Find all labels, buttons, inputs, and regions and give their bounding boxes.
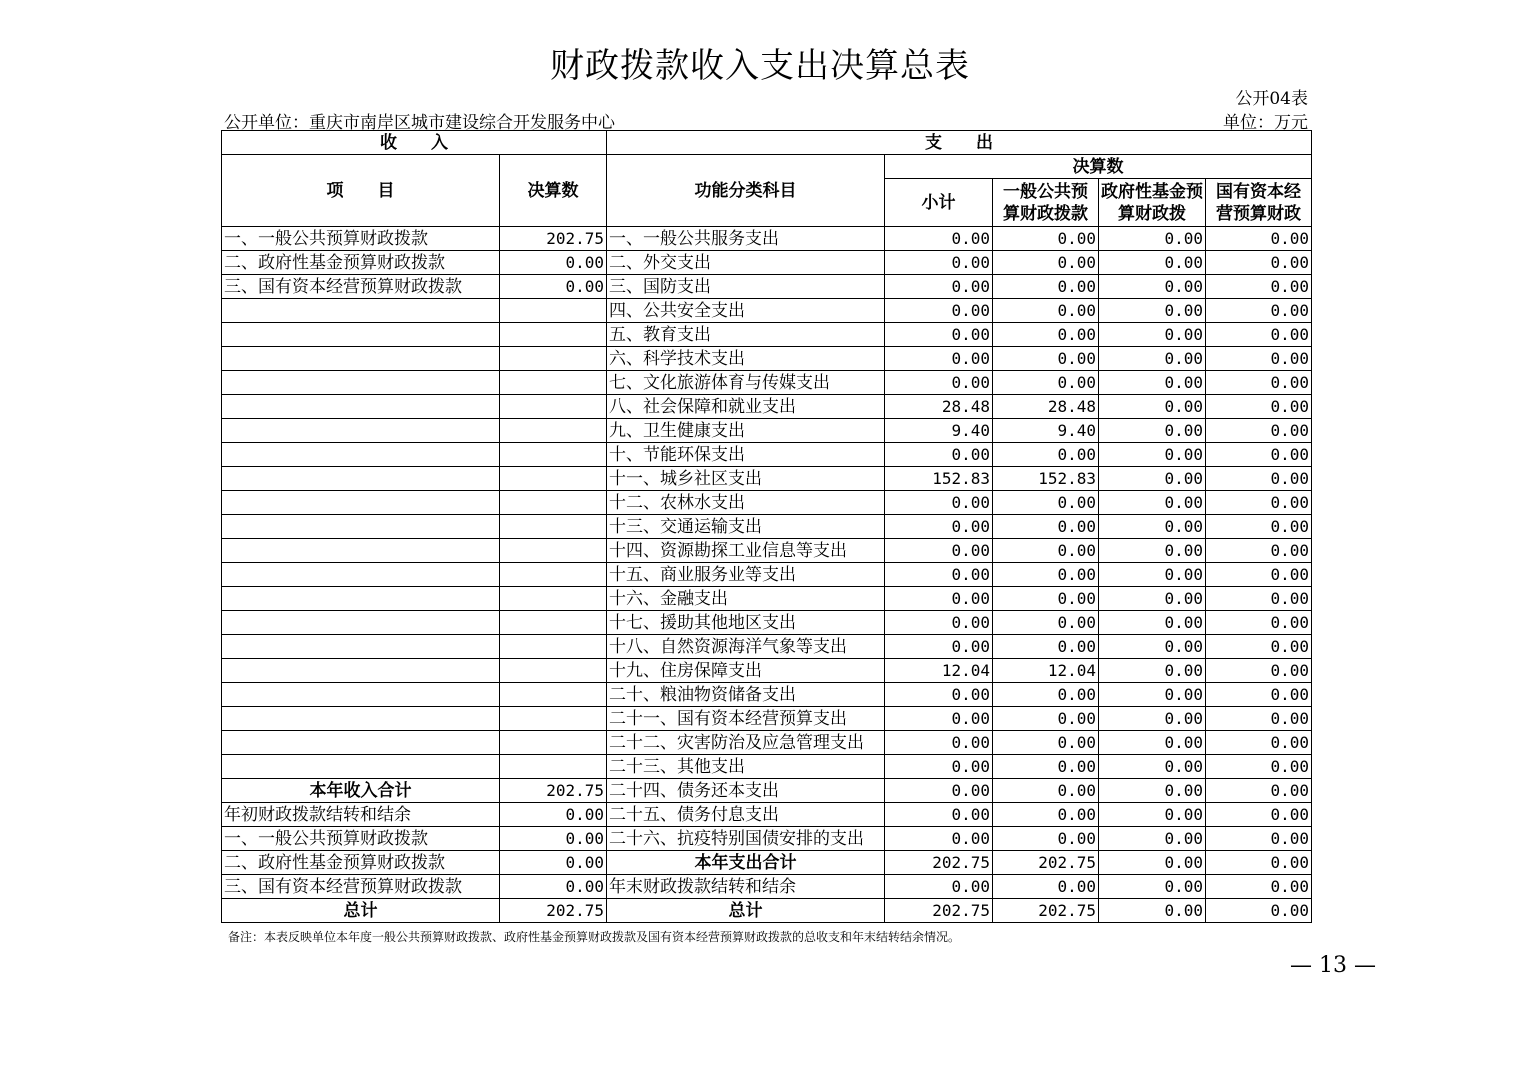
expense-category-cell: 总计 xyxy=(607,899,885,923)
state-capital-cell: 0.00 xyxy=(1206,323,1312,347)
table-row xyxy=(222,467,1312,491)
income-amount-cell: 0.00 xyxy=(500,827,607,851)
state-capital-cell: 0.00 xyxy=(1206,587,1312,611)
income-amount-cell xyxy=(500,323,607,347)
state-capital-cell: 0.00 xyxy=(1206,491,1312,515)
subtotal-cell: 28.48 xyxy=(885,395,993,419)
income-amount-cell xyxy=(500,467,607,491)
income-item-cell xyxy=(222,491,500,515)
subtotal-cell: 0.00 xyxy=(885,515,993,539)
income-item-cell: 年初财政拨款结转和结余 xyxy=(222,803,500,827)
income-header: 收 入 xyxy=(222,131,607,155)
income-item-cell xyxy=(222,419,500,443)
income-item-cell xyxy=(222,707,500,731)
general-budget-header: 一般公共预算财政拨款 xyxy=(993,179,1099,227)
subtotal-cell: 0.00 xyxy=(885,731,993,755)
table-row xyxy=(222,491,1312,515)
fund-budget-cell: 0.00 xyxy=(1099,683,1206,707)
subtotal-cell: 0.00 xyxy=(885,587,993,611)
expense-category-cell: 十八、自然资源海洋气象等支出 xyxy=(607,635,885,659)
income-amount-cell xyxy=(500,395,607,419)
fund-budget-cell: 0.00 xyxy=(1099,899,1206,923)
income-item-cell xyxy=(222,347,500,371)
fund-budget-cell: 0.00 xyxy=(1099,611,1206,635)
expense-category-cell: 本年支出合计 xyxy=(607,851,885,875)
general-budget-cell: 0.00 xyxy=(993,683,1099,707)
expense-category-cell: 二十、粮油物资储备支出 xyxy=(607,683,885,707)
fund-budget-cell: 0.00 xyxy=(1099,851,1206,875)
income-item-cell xyxy=(222,299,500,323)
income-item-cell xyxy=(222,755,500,779)
income-amount-cell: 0.00 xyxy=(500,251,607,275)
income-amount-cell: 202.75 xyxy=(500,227,607,251)
state-capital-cell: 0.00 xyxy=(1206,467,1312,491)
state-capital-cell: 0.00 xyxy=(1206,755,1312,779)
fund-budget-cell: 0.00 xyxy=(1099,347,1206,371)
income-amount-cell xyxy=(500,587,607,611)
subtotal-cell: 0.00 xyxy=(885,827,993,851)
subtotal-cell: 0.00 xyxy=(885,347,993,371)
reporting-unit: 公开单位：重庆市南岸区城市建设综合开发服务中心 xyxy=(224,113,615,133)
income-item-cell xyxy=(222,611,500,635)
state-capital-cell: 0.00 xyxy=(1206,659,1312,683)
income-item-cell: 三、国有资本经营预算财政拨款 xyxy=(222,875,500,899)
footnote: 备注：本表反映单位本年度一般公共预算财政拨款、政府性基金预算财政拨款及国有资本经营预算财政拨款的总收支和年末结转结余情况。 xyxy=(228,930,961,944)
state-capital-cell: 0.00 xyxy=(1206,563,1312,587)
general-budget-cell: 202.75 xyxy=(993,899,1099,923)
income-amount-cell xyxy=(500,755,607,779)
fund-budget-cell: 0.00 xyxy=(1099,875,1206,899)
general-budget-cell: 28.48 xyxy=(993,395,1099,419)
state-capital-cell: 0.00 xyxy=(1206,347,1312,371)
income-item-cell xyxy=(222,539,500,563)
table-row xyxy=(222,635,1312,659)
income-amount-cell: 0.00 xyxy=(500,275,607,299)
state-capital-cell: 0.00 xyxy=(1206,275,1312,299)
general-budget-cell: 0.00 xyxy=(993,731,1099,755)
general-budget-cell: 9.40 xyxy=(993,419,1099,443)
fund-budget-cell: 0.00 xyxy=(1099,707,1206,731)
income-amount-cell xyxy=(500,635,607,659)
state-capital-cell: 0.00 xyxy=(1206,707,1312,731)
expense-category-cell: 十三、交通运输支出 xyxy=(607,515,885,539)
table-row xyxy=(222,779,1312,803)
subtotal-cell: 202.75 xyxy=(885,851,993,875)
expense-category-cell: 六、科学技术支出 xyxy=(607,347,885,371)
income-item-cell xyxy=(222,395,500,419)
table-row xyxy=(222,755,1312,779)
income-amount-header: 决算数 xyxy=(500,155,607,227)
general-budget-cell: 0.00 xyxy=(993,779,1099,803)
income-amount-cell xyxy=(500,659,607,683)
state-capital-cell: 0.00 xyxy=(1206,299,1312,323)
general-budget-cell: 0.00 xyxy=(993,515,1099,539)
table-row xyxy=(222,419,1312,443)
state-capital-cell: 0.00 xyxy=(1206,251,1312,275)
general-budget-cell: 0.00 xyxy=(993,803,1099,827)
income-amount-cell xyxy=(500,299,607,323)
income-item-cell xyxy=(222,323,500,347)
fund-budget-cell: 0.00 xyxy=(1099,803,1206,827)
page-number: — 13 — xyxy=(1290,953,1376,978)
income-item-cell: 一、一般公共预算财政拨款 xyxy=(222,227,500,251)
general-budget-cell: 0.00 xyxy=(993,347,1099,371)
subtotal-cell: 0.00 xyxy=(885,635,993,659)
general-budget-cell: 0.00 xyxy=(993,635,1099,659)
income-amount-cell xyxy=(500,539,607,563)
fund-budget-header: 政府性基金预算财政拨 xyxy=(1099,179,1206,227)
income-amount-cell xyxy=(500,683,607,707)
expense-category-cell: 二十三、其他支出 xyxy=(607,755,885,779)
income-item-cell: 二、政府性基金预算财政拨款 xyxy=(222,251,500,275)
state-capital-cell: 0.00 xyxy=(1206,803,1312,827)
income-amount-cell: 202.75 xyxy=(500,899,607,923)
fund-budget-cell: 0.00 xyxy=(1099,251,1206,275)
expense-category-cell: 十二、农林水支出 xyxy=(607,491,885,515)
income-item-cell xyxy=(222,587,500,611)
table-row xyxy=(222,539,1312,563)
subtotal-cell: 0.00 xyxy=(885,755,993,779)
income-amount-cell: 0.00 xyxy=(500,851,607,875)
expense-category-cell: 十五、商业服务业等支出 xyxy=(607,563,885,587)
income-item-cell xyxy=(222,467,500,491)
general-budget-cell: 0.00 xyxy=(993,299,1099,323)
expense-category-cell: 二十四、债务还本支出 xyxy=(607,779,885,803)
general-budget-cell: 0.00 xyxy=(993,611,1099,635)
income-amount-cell xyxy=(500,515,607,539)
state-capital-header: 国有资本经营预算财政 xyxy=(1206,179,1312,227)
general-budget-cell: 0.00 xyxy=(993,275,1099,299)
subtotal-cell: 0.00 xyxy=(885,803,993,827)
general-budget-cell: 0.00 xyxy=(993,371,1099,395)
income-item-cell xyxy=(222,443,500,467)
state-capital-cell: 0.00 xyxy=(1206,611,1312,635)
table-row xyxy=(222,827,1312,851)
subtotal-cell: 0.00 xyxy=(885,875,993,899)
income-amount-cell xyxy=(500,419,607,443)
state-capital-cell: 0.00 xyxy=(1206,419,1312,443)
fund-budget-cell: 0.00 xyxy=(1099,755,1206,779)
expense-category-cell: 十四、资源勘探工业信息等支出 xyxy=(607,539,885,563)
state-capital-cell: 0.00 xyxy=(1206,851,1312,875)
expense-category-cell: 二十五、债务付息支出 xyxy=(607,803,885,827)
table-row xyxy=(222,515,1312,539)
income-item-cell: 三、国有资本经营预算财政拨款 xyxy=(222,275,500,299)
table-row xyxy=(222,563,1312,587)
income-amount-cell xyxy=(500,563,607,587)
fund-budget-cell: 0.00 xyxy=(1099,323,1206,347)
fund-budget-cell: 0.00 xyxy=(1099,227,1206,251)
table-row xyxy=(222,707,1312,731)
financial-table xyxy=(221,130,1312,923)
general-budget-cell: 12.04 xyxy=(993,659,1099,683)
expense-category-cell: 年末财政拨款结转和结余 xyxy=(607,875,885,899)
income-item-cell xyxy=(222,563,500,587)
subtotal-cell: 0.00 xyxy=(885,443,993,467)
expense-category-cell: 一、一般公共服务支出 xyxy=(607,227,885,251)
state-capital-cell: 0.00 xyxy=(1206,371,1312,395)
income-item-cell: 总计 xyxy=(222,899,500,923)
expense-category-cell: 七、文化旅游体育与传媒支出 xyxy=(607,371,885,395)
state-capital-cell: 0.00 xyxy=(1206,395,1312,419)
income-amount-cell xyxy=(500,371,607,395)
fund-budget-cell: 0.00 xyxy=(1099,827,1206,851)
form-code: 公开04表 xyxy=(1235,89,1308,109)
fund-budget-cell: 0.00 xyxy=(1099,275,1206,299)
expense-amount-group-header: 决算数 xyxy=(885,155,1312,179)
income-item-cell: 本年收入合计 xyxy=(222,779,500,803)
page-title: 财政拨款收入支出决算总表 xyxy=(550,46,970,86)
fund-budget-cell: 0.00 xyxy=(1099,395,1206,419)
expense-category-cell: 八、社会保障和就业支出 xyxy=(607,395,885,419)
subtotal-cell: 0.00 xyxy=(885,227,993,251)
general-budget-cell: 0.00 xyxy=(993,539,1099,563)
subtotal-cell: 152.83 xyxy=(885,467,993,491)
fund-budget-cell: 0.00 xyxy=(1099,539,1206,563)
general-budget-cell: 0.00 xyxy=(993,563,1099,587)
fund-budget-cell: 0.00 xyxy=(1099,515,1206,539)
expense-category-cell: 二、外交支出 xyxy=(607,251,885,275)
subtotal-cell: 9.40 xyxy=(885,419,993,443)
subtotal-cell: 0.00 xyxy=(885,539,993,563)
general-budget-cell: 202.75 xyxy=(993,851,1099,875)
expense-category-cell: 十、节能环保支出 xyxy=(607,443,885,467)
subtotal-cell: 0.00 xyxy=(885,683,993,707)
table-row xyxy=(222,347,1312,371)
fund-budget-cell: 0.00 xyxy=(1099,563,1206,587)
state-capital-cell: 0.00 xyxy=(1206,515,1312,539)
table-row xyxy=(222,251,1312,275)
table-row xyxy=(222,443,1312,467)
subtotal-cell: 0.00 xyxy=(885,611,993,635)
general-budget-cell: 0.00 xyxy=(993,587,1099,611)
expense-category-cell: 十七、援助其他地区支出 xyxy=(607,611,885,635)
state-capital-cell: 0.00 xyxy=(1206,875,1312,899)
state-capital-cell: 0.00 xyxy=(1206,683,1312,707)
income-amount-cell xyxy=(500,731,607,755)
state-capital-cell: 0.00 xyxy=(1206,443,1312,467)
table-row xyxy=(222,803,1312,827)
state-capital-cell: 0.00 xyxy=(1206,779,1312,803)
general-budget-cell: 0.00 xyxy=(993,875,1099,899)
fund-budget-cell: 0.00 xyxy=(1099,467,1206,491)
expense-category-cell: 二十二、灾害防治及应急管理支出 xyxy=(607,731,885,755)
category-header: 功能分类科目 xyxy=(607,155,885,227)
currency-unit: 单位：万元 xyxy=(1223,113,1308,133)
table-row xyxy=(222,227,1312,251)
subtotal-header: 小计 xyxy=(885,179,993,227)
income-amount-cell xyxy=(500,611,607,635)
income-amount-cell xyxy=(500,707,607,731)
general-budget-cell: 0.00 xyxy=(993,443,1099,467)
income-item-cell: 二、政府性基金预算财政拨款 xyxy=(222,851,500,875)
income-amount-cell xyxy=(500,443,607,467)
table-row xyxy=(222,875,1312,899)
income-amount-cell: 0.00 xyxy=(500,803,607,827)
fund-budget-cell: 0.00 xyxy=(1099,491,1206,515)
expense-category-cell: 十九、住房保障支出 xyxy=(607,659,885,683)
table-row xyxy=(222,659,1312,683)
income-amount-cell: 0.00 xyxy=(500,875,607,899)
expense-category-cell: 五、教育支出 xyxy=(607,323,885,347)
state-capital-cell: 0.00 xyxy=(1206,899,1312,923)
subtotal-cell: 0.00 xyxy=(885,251,993,275)
income-amount-cell xyxy=(500,347,607,371)
subtotal-cell: 12.04 xyxy=(885,659,993,683)
table-row xyxy=(222,371,1312,395)
expense-category-cell: 十一、城乡社区支出 xyxy=(607,467,885,491)
state-capital-cell: 0.00 xyxy=(1206,539,1312,563)
fund-budget-cell: 0.00 xyxy=(1099,299,1206,323)
expense-category-cell: 二十一、国有资本经营预算支出 xyxy=(607,707,885,731)
general-budget-cell: 0.00 xyxy=(993,707,1099,731)
general-budget-cell: 0.00 xyxy=(993,251,1099,275)
fund-budget-cell: 0.00 xyxy=(1099,731,1206,755)
state-capital-cell: 0.00 xyxy=(1206,731,1312,755)
table-row xyxy=(222,851,1312,875)
table-row xyxy=(222,683,1312,707)
income-item-cell xyxy=(222,659,500,683)
expense-category-cell: 四、公共安全支出 xyxy=(607,299,885,323)
income-amount-cell: 202.75 xyxy=(500,779,607,803)
fund-budget-cell: 0.00 xyxy=(1099,659,1206,683)
fund-budget-cell: 0.00 xyxy=(1099,371,1206,395)
subtotal-cell: 202.75 xyxy=(885,899,993,923)
expense-category-cell: 十六、金融支出 xyxy=(607,587,885,611)
general-budget-cell: 0.00 xyxy=(993,755,1099,779)
state-capital-cell: 0.00 xyxy=(1206,827,1312,851)
income-item-cell xyxy=(222,635,500,659)
fund-budget-cell: 0.00 xyxy=(1099,443,1206,467)
expense-category-cell: 三、国防支出 xyxy=(607,275,885,299)
subtotal-cell: 0.00 xyxy=(885,491,993,515)
expense-category-cell: 九、卫生健康支出 xyxy=(607,419,885,443)
income-item-cell xyxy=(222,371,500,395)
item-header: 项 目 xyxy=(222,155,500,227)
table-row xyxy=(222,395,1312,419)
general-budget-cell: 0.00 xyxy=(993,323,1099,347)
income-item-cell xyxy=(222,731,500,755)
table-row xyxy=(222,899,1312,923)
general-budget-cell: 0.00 xyxy=(993,227,1099,251)
table-row xyxy=(222,731,1312,755)
income-amount-cell xyxy=(500,491,607,515)
table-row xyxy=(222,299,1312,323)
table-row xyxy=(222,587,1312,611)
subtotal-cell: 0.00 xyxy=(885,323,993,347)
income-item-cell xyxy=(222,683,500,707)
fund-budget-cell: 0.00 xyxy=(1099,779,1206,803)
subtotal-cell: 0.00 xyxy=(885,275,993,299)
subtotal-cell: 0.00 xyxy=(885,779,993,803)
general-budget-cell: 152.83 xyxy=(993,467,1099,491)
general-budget-cell: 0.00 xyxy=(993,827,1099,851)
fund-budget-cell: 0.00 xyxy=(1099,635,1206,659)
table-row xyxy=(222,611,1312,635)
state-capital-cell: 0.00 xyxy=(1206,227,1312,251)
state-capital-cell: 0.00 xyxy=(1206,635,1312,659)
subtotal-cell: 0.00 xyxy=(885,563,993,587)
fund-budget-cell: 0.00 xyxy=(1099,587,1206,611)
income-item-cell xyxy=(222,515,500,539)
subtotal-cell: 0.00 xyxy=(885,299,993,323)
table-row xyxy=(222,275,1312,299)
expense-header: 支 出 xyxy=(607,131,1312,155)
expense-category-cell: 二十六、抗疫特别国债安排的支出 xyxy=(607,827,885,851)
fund-budget-cell: 0.00 xyxy=(1099,419,1206,443)
income-item-cell: 一、一般公共预算财政拨款 xyxy=(222,827,500,851)
table-row xyxy=(222,323,1312,347)
general-budget-cell: 0.00 xyxy=(993,491,1099,515)
subtotal-cell: 0.00 xyxy=(885,707,993,731)
subtotal-cell: 0.00 xyxy=(885,371,993,395)
